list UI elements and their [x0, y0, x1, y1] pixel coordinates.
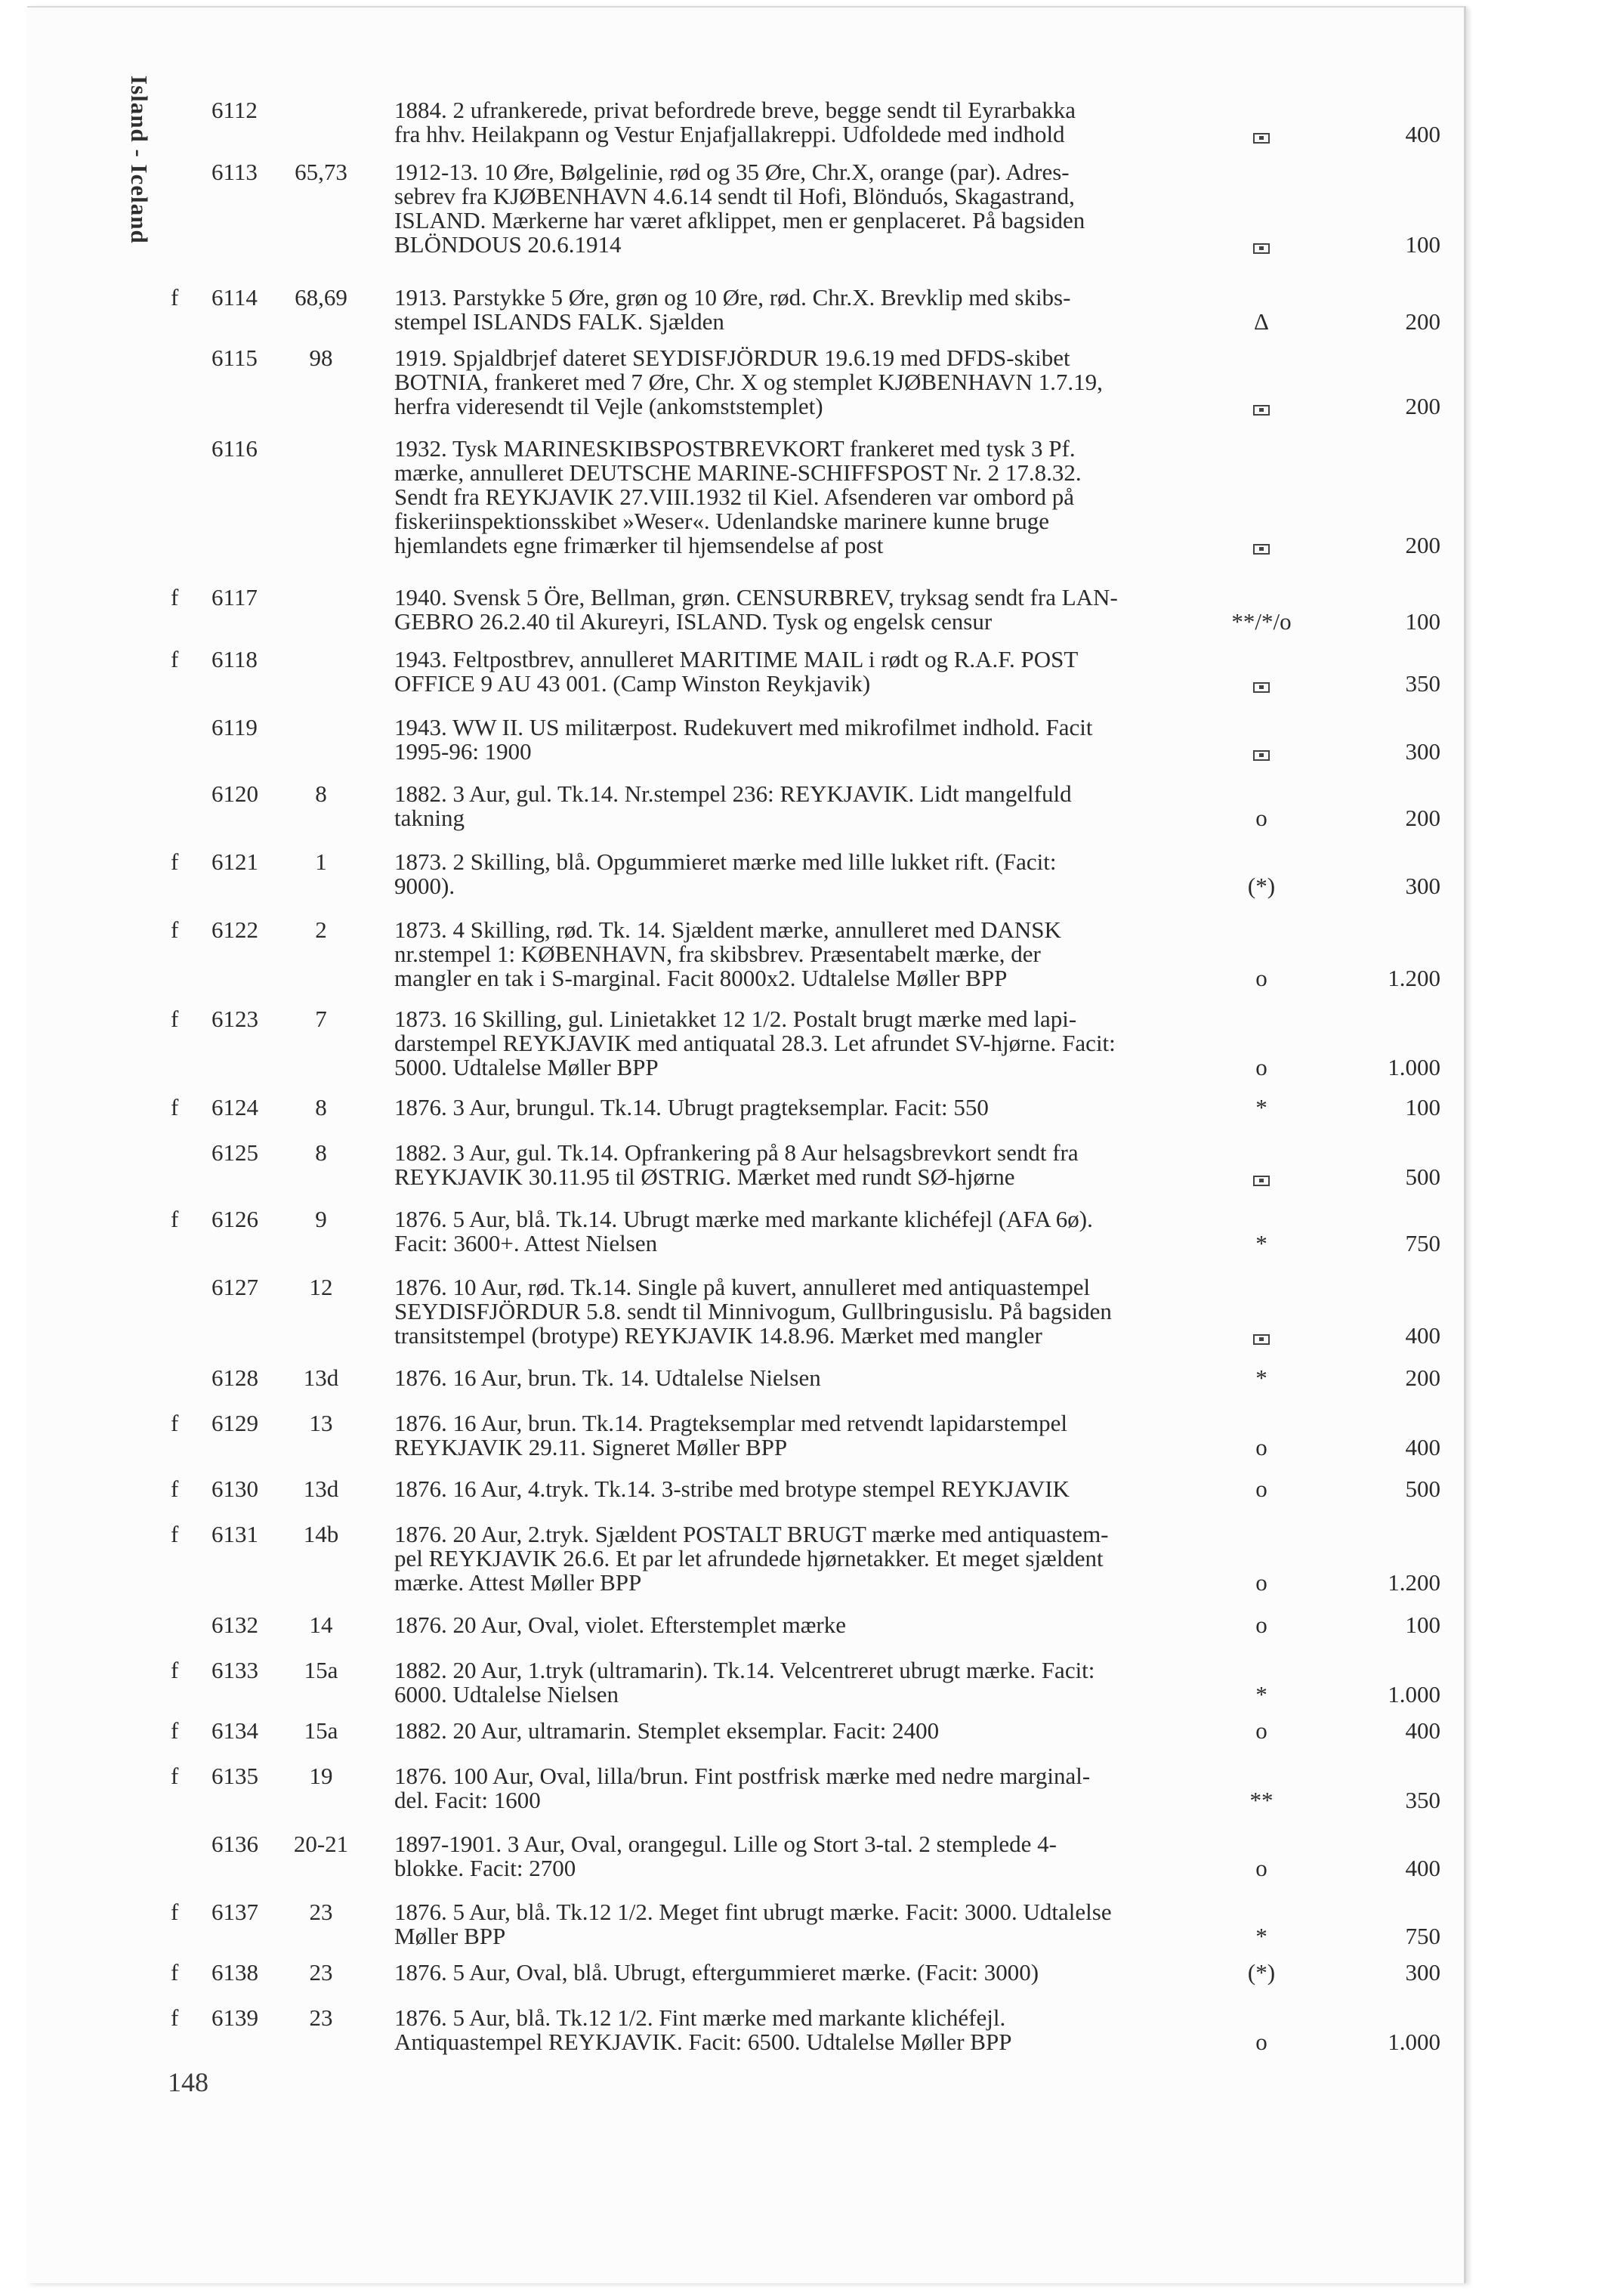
lot-flag: f [171, 848, 179, 875]
catalog-ref: 15a [304, 1717, 338, 1744]
catalog-ref: 8 [315, 780, 327, 807]
lot-description [394, 1477, 1233, 1501]
description-line: BOTNIA, frankeret med 7 Øre, Chr. X og stemplet KJØBENHAVN 1.7.19, [394, 369, 1103, 395]
lot-description [394, 1275, 1233, 1348]
lot-description [394, 2006, 1233, 2054]
condition-mark: o [1255, 1476, 1267, 1502]
page-number: 148 [168, 2067, 208, 2097]
description-line: 1876. 5 Aur, blå. Tk.12 1/2. Meget fint ubrugt mærke. Facit: 3000. Udtalelse [394, 1899, 1112, 1925]
cover-icon [1220, 233, 1303, 257]
description-line: 1876. 16 Aur, brun. Tk.14. Pragteksemplar med retvendt lapidarstempel [394, 1410, 1067, 1436]
description-line: 1876. 5 Aur, blå. Tk.12 1/2. Fint mærke med markante klichéfejl. [394, 2004, 1006, 2031]
description-line: stempel ISLANDS FALK. Sjælden [394, 308, 724, 335]
catalog-ref: 68,69 [295, 284, 347, 311]
lot-price: 350 [1405, 1787, 1440, 1813]
lot-description [394, 1411, 1233, 1460]
lot-flag: f [171, 916, 179, 943]
envelope-icon [1253, 1176, 1270, 1186]
catalog-ref: 13 [309, 1410, 333, 1436]
description-line: 1882. 3 Aur, gul. Tk.14. Nr.stempel 236: REYKJAVIK. Lidt mangelfuld [394, 780, 1072, 807]
lot-number: 6122 [211, 916, 258, 943]
catalog-ref: 8 [315, 1139, 327, 1166]
lot-number: 6128 [211, 1364, 258, 1391]
cover-icon [1220, 1324, 1303, 1348]
lot-description [394, 1900, 1233, 1948]
description-line: sebrev fra KJØBENHAVN 4.6.14 sendt til Hofi, Blönduós, Skagastrand, [394, 183, 1075, 209]
catalog-ref: 19 [309, 1763, 333, 1789]
lot-number: 6132 [211, 1612, 258, 1638]
lot-price: 200 [1405, 805, 1440, 831]
lot-number: 6119 [211, 714, 258, 740]
lot-price: 100 [1405, 231, 1440, 258]
condition-mark: o [1255, 1569, 1267, 1596]
lot-price: 200 [1405, 393, 1440, 419]
description-line: fra hhv. Heilakpann og Vestur Enjafjallakreppi. Udfoldede med indhold [394, 121, 1065, 147]
description-line: 1940. Svensk 5 Öre, Bellman, grøn. CENSURBREV, tryksag sendt fra LAN- [394, 584, 1118, 610]
envelope-icon [1253, 750, 1270, 761]
description-line: 1943. WW II. US militærpost. Rudekuvert med mikrofilmet indhold. Facit [394, 714, 1093, 740]
description-line: 1932. Tysk MARINESKIBSPOSTBREVKORT frankeret med tysk 3 Pf. [394, 435, 1076, 462]
condition-mark: o [1255, 965, 1267, 991]
catalog-ref: 65,73 [295, 159, 347, 185]
lot-flag: f [171, 1410, 179, 1436]
condition-mark: o [1255, 1855, 1267, 1881]
lot-description [394, 346, 1233, 419]
lot-number: 6133 [211, 1657, 258, 1683]
envelope-icon [1253, 544, 1270, 555]
cover-icon [1220, 672, 1303, 696]
description-line: OFFICE 9 AU 43 001. (Camp Winston Reykjavik) [394, 670, 871, 697]
description-line: GEBRO 26.2.40 til Akureyri, ISLAND. Tysk og engelsk censur [394, 608, 993, 635]
description-line: 1876. 5 Aur, blå. Tk.14. Ubrugt mærke med markante klichéfejl (AFA 6ø). [394, 1206, 1093, 1232]
description-line: 1873. 16 Skilling, gul. Linietakket 12 1/2. Postalt brugt mærke med lapi- [394, 1006, 1077, 1032]
description-line: Møller BPP [394, 1923, 506, 1949]
lot-number: 6125 [211, 1139, 258, 1166]
description-line: fiskeriinspektionsskibet »Weser«. Udenlandske marinere kunne bruge [394, 508, 1049, 534]
description-line: 1912-13. 10 Øre, Bølgelinie, rød og 35 Øre, Chr.X, orange (par). Adres- [394, 159, 1070, 185]
description-line: 9000). [394, 873, 455, 899]
description-line: Antiquastempel REYKJAVIK. Facit: 6500. Udtalelse Møller BPP [394, 2029, 1012, 2055]
lot-price: 1.000 [1388, 2029, 1440, 2055]
lot-number: 6121 [211, 848, 258, 875]
description-line: 1876. 5 Aur, Oval, blå. Ubrugt, eftergummieret mærke. (Facit: 3000) [394, 1959, 1039, 1986]
description-line: blokke. Facit: 2700 [394, 1855, 576, 1881]
description-line: transitstempel (brotype) REYKJAVIK 14.8.96. Mærket med mangler [394, 1322, 1042, 1349]
catalog-ref: 2 [315, 916, 327, 943]
lot-flag: f [171, 1206, 179, 1232]
lot-description [394, 1141, 1233, 1189]
lot-price: 750 [1405, 1923, 1440, 1949]
side-title-text: Island - Iceland [126, 76, 153, 244]
lot-number: 6134 [211, 1717, 258, 1744]
cover-icon [1220, 533, 1303, 558]
description-line: 1873. 2 Skilling, blå. Opgummieret mærke med lille lukket rift. (Facit: [394, 848, 1057, 875]
lot-price: 1.000 [1388, 1681, 1440, 1707]
description-line: 1884. 2 ufrankerede, privat befordrede breve, begge sendt til Eyrarbakka [394, 97, 1076, 123]
description-line: 1876. 10 Aur, rød. Tk.14. Single på kuvert, annulleret med antiquastempel [394, 1274, 1091, 1300]
lot-price: 100 [1405, 1612, 1440, 1638]
cover-icon [1220, 1165, 1303, 1189]
lot-description [394, 1764, 1233, 1812]
lot-flag: f [171, 1763, 179, 1789]
description-line: mærke, annulleret DEUTSCHE MARINE-SCHIFFSPOST Nr. 2 17.8.32. [394, 459, 1082, 486]
condition-mark: * [1255, 1364, 1267, 1391]
lot-number: 6135 [211, 1763, 258, 1789]
lot-price: 400 [1405, 1322, 1440, 1349]
description-line: 1876. 100 Aur, Oval, lilla/brun. Fint postfrisk mærke med nedre marginal- [394, 1763, 1091, 1789]
description-line: 1913. Parstykke 5 Øre, grøn og 10 Øre, rød. Chr.X. Brevklip med skibs- [394, 284, 1071, 311]
description-line: 1943. Feltpostbrev, annulleret MARITIME MAIL i rødt og R.A.F. POST [394, 646, 1079, 672]
condition-mark: o [1255, 1434, 1267, 1460]
condition-mark: * [1255, 1681, 1267, 1707]
lot-price: 400 [1405, 1717, 1440, 1744]
section-side-title [127, 76, 157, 317]
description-line: Facit: 3600+. Attest Nielsen [394, 1230, 658, 1256]
catalog-ref: 15a [304, 1657, 338, 1683]
lot-number: 6137 [211, 1899, 258, 1925]
lot-flag: f [171, 1899, 179, 1925]
description-line: 1919. Spjaldbrjef dateret SEYDISFJÖRDUR 19.6.19 med DFDS-skibet [394, 345, 1070, 371]
lot-number: 6124 [211, 1094, 258, 1120]
lot-price: 1.200 [1388, 1569, 1440, 1596]
lot-number: 6123 [211, 1006, 258, 1032]
lot-description [394, 782, 1233, 830]
lot-price: 400 [1405, 121, 1440, 147]
lot-description [394, 437, 1233, 558]
lot-number: 6131 [211, 1521, 258, 1547]
lot-number: 6139 [211, 2004, 258, 2031]
lot-description [394, 1961, 1233, 1985]
cover-icon [1220, 740, 1303, 764]
envelope-icon [1253, 243, 1270, 254]
condition-mark: o [1255, 1717, 1267, 1744]
description-line: 1882. 20 Aur, 1.tryk (ultramarin). Tk.14. Velcentreret ubrugt mærke. Facit: [394, 1657, 1095, 1683]
description-line: 1873. 4 Skilling, rød. Tk. 14. Sjældent mærke, annulleret med DANSK [394, 916, 1061, 943]
lot-flag: f [171, 284, 179, 311]
lot-description [394, 160, 1233, 257]
lot-number: 6118 [211, 646, 258, 672]
lot-price: 350 [1405, 670, 1440, 697]
lot-price: 400 [1405, 1434, 1440, 1460]
lot-number: 6129 [211, 1410, 258, 1436]
description-line: 6000. Udtalelse Nielsen [394, 1681, 619, 1707]
lot-description [394, 1658, 1233, 1707]
lot-price: 300 [1405, 738, 1440, 765]
lot-description [394, 715, 1233, 764]
lot-flag: f [171, 1006, 179, 1032]
lot-flag: f [171, 1717, 179, 1744]
lot-description [394, 1522, 1233, 1595]
condition-mark: * [1255, 1230, 1267, 1256]
description-line: 1995-96: 1900 [394, 738, 532, 765]
lot-price: 100 [1405, 608, 1440, 635]
catalog-ref: 98 [309, 345, 333, 371]
lot-number: 6136 [211, 1831, 258, 1857]
description-line: SEYDISFJÖRDUR 5.8. sendt til Minnivogum, Gullbringusislu. På bagsiden [394, 1298, 1112, 1324]
lot-price: 300 [1405, 1959, 1440, 1986]
catalog-ref: 23 [309, 2004, 333, 2031]
description-line: mangler en tak i S-marginal. Facit 8000x2. Udtalelse Møller BPP [394, 965, 1008, 991]
lot-price: 1.000 [1388, 1054, 1440, 1080]
condition-mark: ** [1249, 1787, 1274, 1813]
description-line: del. Facit: 1600 [394, 1787, 541, 1813]
lot-flag: f [171, 1094, 179, 1120]
lot-flag: f [171, 1476, 179, 1502]
condition-mark: o [1255, 1054, 1267, 1080]
catalog-ref: 13d [303, 1364, 339, 1391]
catalog-ref: 23 [309, 1959, 333, 1986]
lot-number: 6117 [211, 584, 258, 610]
description-line: 1876. 16 Aur, brun. Tk. 14. Udtalelse Nielsen [394, 1364, 821, 1391]
lot-price: 500 [1405, 1476, 1440, 1502]
lot-description [394, 1366, 1233, 1390]
lot-flag: f [171, 584, 179, 610]
catalog-ref: 8 [315, 1094, 327, 1120]
description-line: 1882. 20 Aur, ultramarin. Stemplet eksemplar. Facit: 2400 [394, 1717, 940, 1744]
lot-number: 6114 [211, 284, 258, 311]
lot-number: 6120 [211, 780, 258, 807]
lot-description [394, 1832, 1233, 1880]
cover-icon [1220, 122, 1303, 147]
lot-flag: f [171, 1959, 179, 1986]
envelope-icon [1253, 1334, 1270, 1345]
description-line: takning [394, 805, 465, 831]
condition-mark: (*) [1247, 873, 1276, 899]
lot-description [394, 850, 1233, 898]
lot-flag: f [171, 646, 179, 672]
description-line: Sendt fra REYKJAVIK 27.VIII.1932 til Kiel. Afsenderen var ombord på [394, 484, 1074, 510]
lot-price: 300 [1405, 873, 1440, 899]
lot-description [394, 286, 1233, 334]
lot-flag: f [171, 2004, 179, 2031]
lot-description [394, 647, 1233, 696]
lot-number: 6130 [211, 1476, 258, 1502]
lot-price: 1.200 [1388, 965, 1440, 991]
condition-mark: o [1255, 1612, 1267, 1638]
lot-number: 6138 [211, 1959, 258, 1986]
catalog-ref: 13d [303, 1476, 339, 1502]
condition-mark: o [1255, 805, 1267, 831]
description-line: REYKJAVIK 30.11.95 til ØSTRIG. Mærket med rundt SØ-hjørne [394, 1163, 1015, 1190]
catalog-ref: 7 [315, 1006, 327, 1032]
lot-price: 200 [1405, 532, 1440, 558]
catalog-ref: 9 [315, 1206, 327, 1232]
description-line: 1876. 20 Aur, 2.tryk. Sjældent POSTALT BRUGT mærke med antiquastem- [394, 1521, 1109, 1547]
lot-flag: f [171, 1657, 179, 1683]
condition-mark: Δ [1254, 308, 1269, 335]
condition-mark: o [1255, 2029, 1267, 2055]
lot-description [394, 1719, 1233, 1743]
condition-mark: * [1255, 1923, 1267, 1949]
lot-description [394, 586, 1233, 634]
catalog-ref: 23 [309, 1899, 333, 1925]
lot-price: 200 [1405, 1364, 1440, 1391]
description-line: nr.stempel 1: KØBENHAVN, fra skibsbrev. Præsentabelt mærke, der [394, 941, 1041, 967]
lot-price: 100 [1405, 1094, 1440, 1120]
description-line: darstempel REYKJAVIK med antiquatal 28.3. Let afrundet SV-hjørne. Facit: [394, 1030, 1116, 1056]
lot-description [394, 1096, 1233, 1120]
lot-price: 400 [1405, 1855, 1440, 1881]
lot-description [394, 98, 1233, 147]
lot-price: 500 [1405, 1163, 1440, 1190]
lot-number: 6113 [211, 159, 258, 185]
cover-icon [1220, 394, 1303, 419]
description-line: 1876. 20 Aur, Oval, violet. Efterstemplet mærke [394, 1612, 846, 1638]
catalog-ref: 14 [309, 1612, 333, 1638]
lot-description [394, 1613, 1233, 1637]
catalog-ref: 14b [303, 1521, 339, 1547]
description-line: herfra videresendt til Vejle (ankomststemplet) [394, 393, 823, 419]
description-line: hjemlandets egne frimærker til hjemsendelse af post [394, 532, 884, 558]
lot-number: 6112 [211, 97, 258, 123]
lot-price: 750 [1405, 1230, 1440, 1256]
catalog-ref: 20-21 [293, 1831, 349, 1857]
envelope-icon [1253, 682, 1270, 693]
description-line: 1882. 3 Aur, gul. Tk.14. Opfrankering på 8 Aur helsagsbrevkort sendt fra [394, 1139, 1079, 1166]
lot-number: 6126 [211, 1206, 258, 1232]
description-line: mærke. Attest Møller BPP [394, 1569, 642, 1596]
description-line: pel REYKJAVIK 26.6. Et par let afrundede hjørnetakker. Et meget sjældent [394, 1545, 1104, 1571]
lot-description [394, 1007, 1233, 1080]
envelope-icon [1253, 405, 1270, 416]
catalog-ref: 1 [315, 848, 327, 875]
description-line: BLÖNDOUS 20.6.1914 [394, 231, 622, 258]
condition-mark: **/*/o [1231, 608, 1292, 635]
envelope-icon [1253, 133, 1270, 144]
condition-mark: * [1255, 1094, 1267, 1120]
description-line: 1897-1901. 3 Aur, Oval, orangegul. Lille og Stort 3-tal. 2 stemplede 4- [394, 1831, 1057, 1857]
catalog-ref: 12 [309, 1274, 333, 1300]
lot-flag: f [171, 1521, 179, 1547]
description-line: 5000. Udtalelse Møller BPP [394, 1054, 659, 1080]
lot-description [394, 1207, 1233, 1256]
description-line: 1876. 16 Aur, 4.tryk. Tk.14. 3-stribe med brotype stempel REYKJAVIK [394, 1476, 1070, 1502]
description-line: ISLAND. Mærkerne har været afklippet, men er genplaceret. På bagsiden [394, 207, 1085, 233]
lot-number: 6116 [211, 435, 258, 462]
description-line: REYKJAVIK 29.11. Signeret Møller BPP [394, 1434, 788, 1460]
lot-price: 200 [1405, 308, 1440, 335]
condition-mark: (*) [1247, 1959, 1276, 1986]
lot-number: 6127 [211, 1274, 258, 1300]
description-line: 1876. 3 Aur, brungul. Tk.14. Ubrugt pragteksemplar. Facit: 550 [394, 1094, 989, 1120]
lot-number: 6115 [211, 345, 258, 371]
lot-description [394, 918, 1233, 990]
